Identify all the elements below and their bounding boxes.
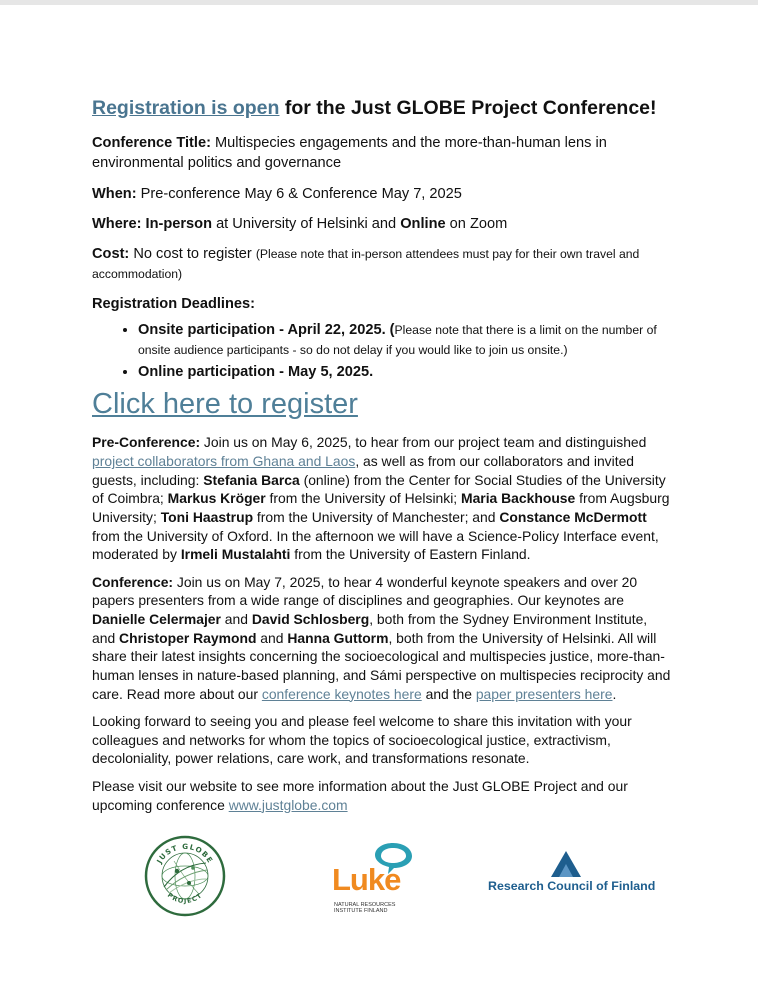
conf-name-4: Hanna Guttorm (287, 629, 389, 646)
where-inperson: In-person (141, 215, 213, 232)
conf-name-3: Christoper Raymond (119, 629, 257, 646)
paper-presenters-link[interactable]: paper presenters here (475, 685, 613, 702)
just-globe-emblem-icon (144, 835, 226, 917)
preconf-name-1: Stefania Barca (203, 471, 300, 488)
globe-top-text: JUST GLOBE (154, 841, 216, 866)
top-edge-bar (0, 0, 758, 5)
preconf-text-5: from Augsburg University; (92, 490, 670, 525)
conference-paragraph (92, 573, 672, 703)
when-value: Pre-conference May 6 & Conference May 7, 2025 (136, 185, 462, 202)
conf-name-1: Danielle Celermajer (92, 611, 221, 628)
globe-bottom-text: PROJECT (165, 891, 205, 906)
conference-title-value: Multispecies engagements and the more-than-human lens in environmental politics and governance (92, 135, 607, 172)
headline-rest: for the Just GLOBE Project Conference! (279, 97, 657, 119)
when-label: When: (92, 185, 137, 202)
luke-wordmark: Luke (332, 862, 401, 897)
cost-label: Cost: (92, 245, 130, 262)
click-here-to-register-link[interactable]: Click here to register (92, 387, 358, 420)
conf-text-7: . (612, 685, 617, 702)
deadlines-heading (92, 294, 672, 314)
preconf-text-4: from the University of Helsinki; (265, 490, 461, 507)
just-globe-logo (144, 835, 226, 917)
document-body (92, 96, 672, 823)
preconf-text-8: from the University of Eastern Finland. (290, 546, 531, 563)
logos-row (0, 832, 758, 922)
preconf-text-2: , as well as from our collaborators and invited guests, including: (92, 453, 635, 488)
deadlines-list (92, 320, 672, 382)
preconf-text-3: (online) from the Center for Social Studies of the University of Coimbra; (92, 471, 666, 507)
research-council-name: Research Council of Finland (488, 879, 656, 893)
conference-when (92, 184, 672, 204)
luke-subtitle-line-1: NATURAL RESOURCES (334, 902, 396, 908)
preconference-paragraph (92, 433, 672, 563)
deadline-onsite (138, 320, 672, 360)
conference-cost (92, 244, 672, 284)
visit-text: Please visit our website to see more information about the Just GLOBE Project and our upcoming conference (92, 778, 628, 813)
luke-subtitle-line-2: INSTITUTE FINLAND (334, 908, 388, 915)
preconf-name-6: Irmeli Mustalahti (180, 546, 291, 563)
preconf-text-1: Join us on May 6, 2025, to hear from our project team and distinguished (200, 434, 647, 451)
conf-text-6: and the (421, 685, 476, 702)
conference-title (92, 133, 672, 173)
website-link[interactable]: www.justglobe.com (228, 796, 348, 813)
cost-value: No cost to register (129, 245, 256, 262)
preconf-text-6: from the University of Manchester; and (253, 508, 500, 525)
where-end: on Zoom (445, 215, 508, 232)
preconf-name-3: Maria Backhouse (461, 490, 576, 507)
conf-name-2: David Schlosberg (251, 611, 370, 628)
registration-open-link[interactable]: Registration is open (92, 97, 280, 119)
conf-text-2: and (220, 611, 252, 628)
conf-label: Conference: (92, 573, 174, 590)
deadline-onsite-bold: Onsite participation - April 22, 2025. (138, 322, 386, 339)
preconf-text-7: from the University of Oxford. In the afternoon we will have a Science-Policy Interface event, moderated by (92, 527, 659, 563)
research-council-triangle-icon (550, 850, 582, 878)
conference-title-label: Conference Title: (92, 135, 211, 152)
visit-paragraph (92, 777, 672, 814)
preconf-name-4: Toni Haastrup (160, 508, 254, 525)
deadline-onsite-paren: ( (385, 322, 395, 339)
conf-text-4: and (256, 629, 288, 646)
preconf-name-2: Markus Kröger (167, 490, 266, 507)
deadline-online-bold: Online participation - May 5, 2025. (138, 364, 374, 381)
conference-where (92, 214, 672, 234)
conference-keynotes-link[interactable]: conference keynotes here (261, 685, 422, 702)
where-mid: at University of Helsinki and (212, 215, 401, 232)
closing-paragraph: Looking forward to seeing you and please feel welcome to share this invitation with your colleagues and networks for whom the topics of socioecological justice, extractivism, decoloniality, power relations, care work, and transformations resonate. (92, 713, 632, 767)
preconf-label: Pre-Conference: (92, 434, 201, 451)
preconf-name-5: Constance McDermott (499, 508, 647, 525)
where-online: Online (400, 215, 446, 232)
deadlines-heading-text: Registration Deadlines: (92, 296, 255, 313)
luke-subtitle (334, 902, 395, 915)
cost-note: (Please note that in-person attendees must pay for their own travel and accommodation) (92, 246, 640, 281)
conf-text-5: , both from the University of Helsinki. All will share their latest insights concerning the socioecological and multispecies justice, more-than-human lenses in nature-based planning, and Sámi perspective on multispecies reciprocity and care. Read more about our (92, 629, 671, 702)
research-council-logo (488, 850, 656, 902)
headline (92, 96, 672, 121)
where-label: Where: (92, 215, 142, 232)
conf-text-1: Join us on May 7, 2025, to hear 4 wonderful keynote speakers and over 20 papers presenters from a wide range of disciplines and geographies. Our keynotes are (92, 573, 638, 609)
deadline-onsite-note: Please note that there is a limit on the number of onsite audience participants - so do not delay if you would like to join us onsite.) (138, 323, 657, 358)
deadline-online (138, 362, 672, 382)
project-collaborators-link[interactable]: project collaborators from Ghana and Laos (92, 453, 356, 470)
luke-logo (332, 840, 422, 920)
conf-text-3: , both from the Sydney Environment Institute, and (92, 611, 648, 646)
